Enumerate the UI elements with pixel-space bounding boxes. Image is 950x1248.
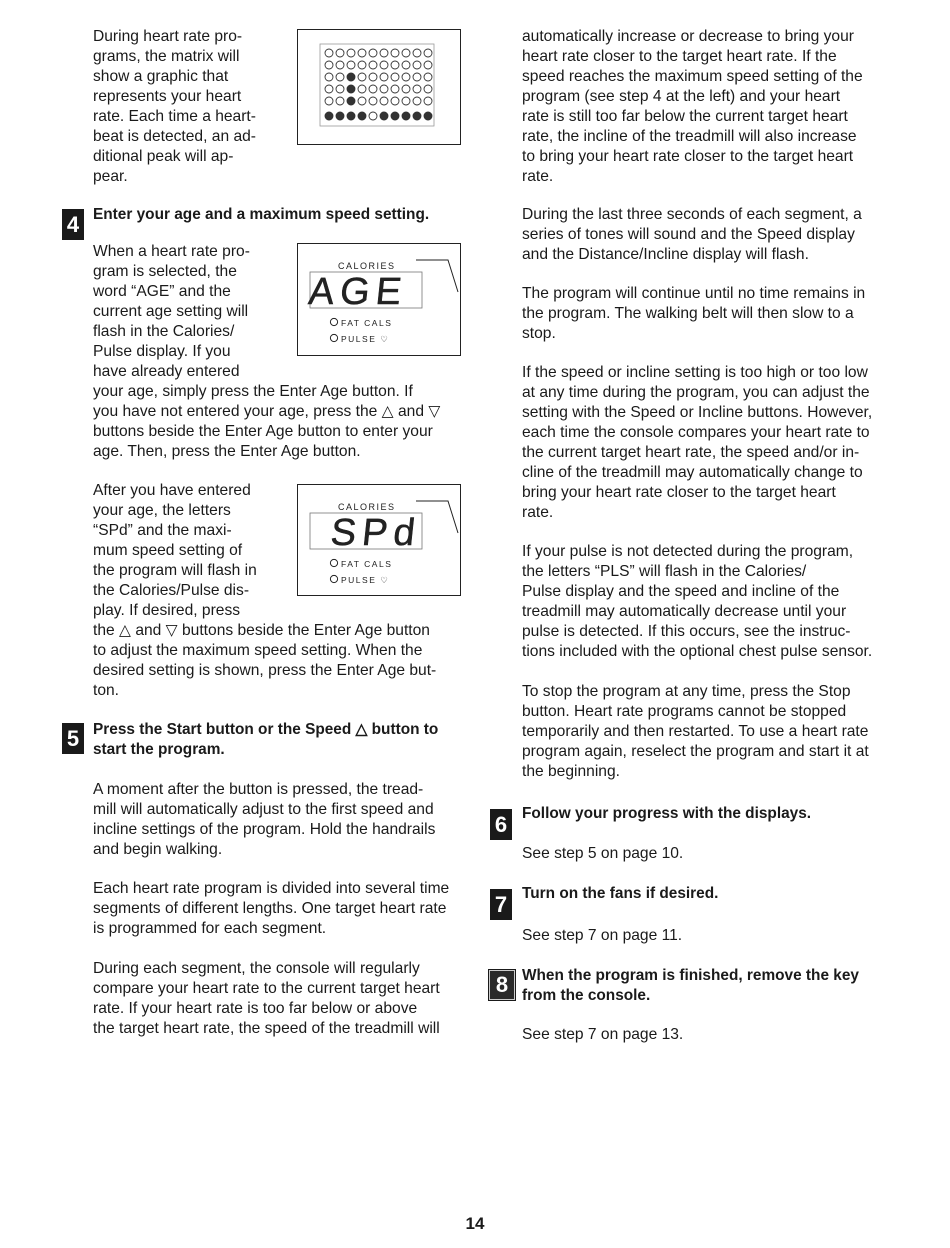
step-7-text: See step 7 on page 11. (522, 927, 683, 944)
matrix-dot (369, 49, 377, 57)
pulse-label: PULSE ♡ (341, 575, 390, 585)
matrix-dot (380, 97, 388, 105)
matrix-dot (402, 85, 410, 93)
matrix-dot (347, 61, 355, 69)
step-4-heading: Enter your age and a maximum speed setting. (93, 206, 430, 223)
matrix-dot (380, 85, 388, 93)
step-4-paragraph-2-full: the △ and ▽ buttons beside the Enter Age button to adjust the maximum speed setting. When the desired setting is shown, press the Enter Age but- ton. (93, 622, 437, 699)
step-5-paragraph-3: During each segment, the console will regularly compare your heart rate to the current target heart rate. If your heart rate is too far below or above the target heart rate, the speed of the treadmill will (93, 960, 440, 1037)
matrix-dot (336, 112, 344, 120)
matrix-dot (424, 73, 432, 81)
matrix-dot (413, 112, 421, 120)
spd-seven-segment-readout: SPd (328, 512, 423, 554)
step-5-badge: 5 (62, 723, 84, 754)
step-4-paragraph-1-full: your age, simply press the Enter Age button. If you have not entered your age, press the △ and ▽ buttons beside the Enter Age button to enter your age. Then, press the Enter Age button. (93, 383, 441, 460)
matrix-dot (369, 97, 377, 105)
matrix-dot (358, 49, 366, 57)
matrix-dot (402, 61, 410, 69)
matrix-dot (380, 73, 388, 81)
matrix-dot (424, 49, 432, 57)
matrix-dot (402, 112, 410, 120)
matrix-dot (336, 73, 344, 81)
matrix-dot (336, 49, 344, 57)
step-4-paragraph-1-wrapped: When a heart rate pro- gram is selected, the word “AGE” and the current age setting will flash in the Calories/ Pulse display. If you have already entered (93, 243, 250, 380)
matrix-dot (358, 73, 366, 81)
matrix-dot (413, 73, 421, 81)
page-number: 14 (465, 1214, 485, 1233)
matrix-dot (391, 73, 399, 81)
matrix-dot (358, 97, 366, 105)
matrix-dot (424, 85, 432, 93)
matrix-dot (402, 49, 410, 57)
step-5-paragraph-2: Each heart rate program is divided into several time segments of different lengths. One target heart rate is programmed for each segment. (93, 880, 450, 937)
matrix-dot (347, 97, 355, 105)
matrix-dot (380, 112, 388, 120)
fat-cals-label: FAT CALS (341, 559, 393, 569)
matrix-dot (358, 61, 366, 69)
heart-rate-matrix-graphic (297, 29, 461, 145)
step-6-text: See step 5 on page 10. (522, 845, 684, 862)
step-6-heading: Follow your progress with the displays. (522, 805, 812, 822)
matrix-dots (298, 30, 460, 144)
matrix-dot (424, 112, 432, 120)
matrix-dot (358, 112, 366, 120)
matrix-dot (413, 97, 421, 105)
matrix-dot (391, 49, 399, 57)
step-4-paragraph-2-wrapped: After you have entered your age, the letters “SPd” and the maxi- mum speed setting of the program will flash in the Calories/Pulse dis- play. If desired, press (93, 482, 257, 619)
step-6-badge: 6 (490, 809, 512, 840)
matrix-dot (380, 61, 388, 69)
step-8-text: See step 7 on page 13. (522, 1026, 684, 1043)
matrix-dot (413, 85, 421, 93)
matrix-dot (347, 85, 355, 93)
age-seven-segment-readout: AGE (306, 271, 410, 313)
step-7-heading: Turn on the fans if desired. (522, 885, 719, 902)
intro-text: During heart rate pro- grams, the matrix will show a graphic that represents your heart rate. Each time a heart- beat is detected, an ad- ditional peak will ap- pear. (93, 28, 256, 185)
matrix-dot (391, 97, 399, 105)
matrix-dot (358, 85, 366, 93)
matrix-dot (325, 112, 333, 120)
right-paragraph-continued: automatically increase or decrease to bring your heart rate closer to the target heart rate. If the speed reaches the maximum speed setting of the program (see step 4 at the left) and your heart rate is still too far below the current target heart rate, the incline of the treadmill will also increase to bring your heart rate closer to the target heart rate. (522, 28, 863, 185)
step-5-paragraph-1: A moment after the button is pressed, the tread- mill will automatically adjust to the first speed and incline settings of the program. Hold the handrails and begin walking. (93, 781, 436, 858)
matrix-dot (325, 49, 333, 57)
right-paragraph-stop: To stop the program at any time, press the Stop button. Heart rate programs cannot be stopped temporarily and then restarted. To use a heart rate program again, reselect the program and start it at the beginning. (522, 683, 869, 780)
matrix-dot (391, 61, 399, 69)
matrix-dot (391, 112, 399, 120)
matrix-dot (336, 97, 344, 105)
calories-label: CALORIES (338, 502, 396, 512)
matrix-dot (325, 85, 333, 93)
right-paragraph-pulse: If your pulse is not detected during the program, the letters “PLS” will flash in the Calories/ Pulse display and the speed and incline of the treadmill may automatically decrease until your pulse is detected. If this occurs, see the instruc- tions included with the optional chest pulse sensor. (522, 543, 873, 660)
pulse-label: PULSE ♡ (341, 334, 390, 344)
step-5-heading: Press the Start button or the Speed △ button to start the program. (93, 721, 439, 758)
matrix-dot (424, 97, 432, 105)
matrix-dot (325, 97, 333, 105)
matrix-dot (402, 97, 410, 105)
matrix-dot (402, 73, 410, 81)
step-8-heading: When the program is finished, remove the key from the console. (522, 967, 859, 1004)
right-paragraph-continue: The program will continue until no time remains in the program. The walking belt will then slow to a stop. (522, 285, 866, 342)
matrix-dot (380, 49, 388, 57)
matrix-dot (369, 112, 377, 120)
calories-label: CALORIES (338, 261, 396, 271)
matrix-dot (325, 61, 333, 69)
matrix-dot (336, 61, 344, 69)
calories-display-age (297, 243, 461, 356)
fat-cals-label: FAT CALS (341, 318, 393, 328)
step-4-badge: 4 (62, 209, 84, 240)
matrix-dot (413, 49, 421, 57)
matrix-dot (369, 85, 377, 93)
matrix-dot (369, 73, 377, 81)
right-paragraph-adjust: If the speed or incline setting is too high or too low at any time during the program, you can adjust the setting with the Speed or Incline buttons. However, each time the console compares your heart rate to the current target heart rate, the speed and/or in- cline of the treadmill may automatically change to bring your heart rate closer to the target heart rate. (522, 364, 873, 521)
matrix-dot (413, 61, 421, 69)
matrix-dot (325, 73, 333, 81)
right-paragraph-tones: During the last three seconds of each segment, a series of tones will sound and the Speed display and the Distance/Incline display will flash. (522, 206, 862, 263)
matrix-dot (391, 85, 399, 93)
step-8-badge: 8 (489, 970, 515, 1000)
matrix-dot (369, 61, 377, 69)
matrix-dot (424, 61, 432, 69)
step-7-badge: 7 (490, 889, 512, 920)
matrix-dot (347, 112, 355, 120)
matrix-dot (347, 49, 355, 57)
matrix-dot (347, 73, 355, 81)
matrix-dot (336, 85, 344, 93)
calories-display-spd (297, 484, 461, 596)
